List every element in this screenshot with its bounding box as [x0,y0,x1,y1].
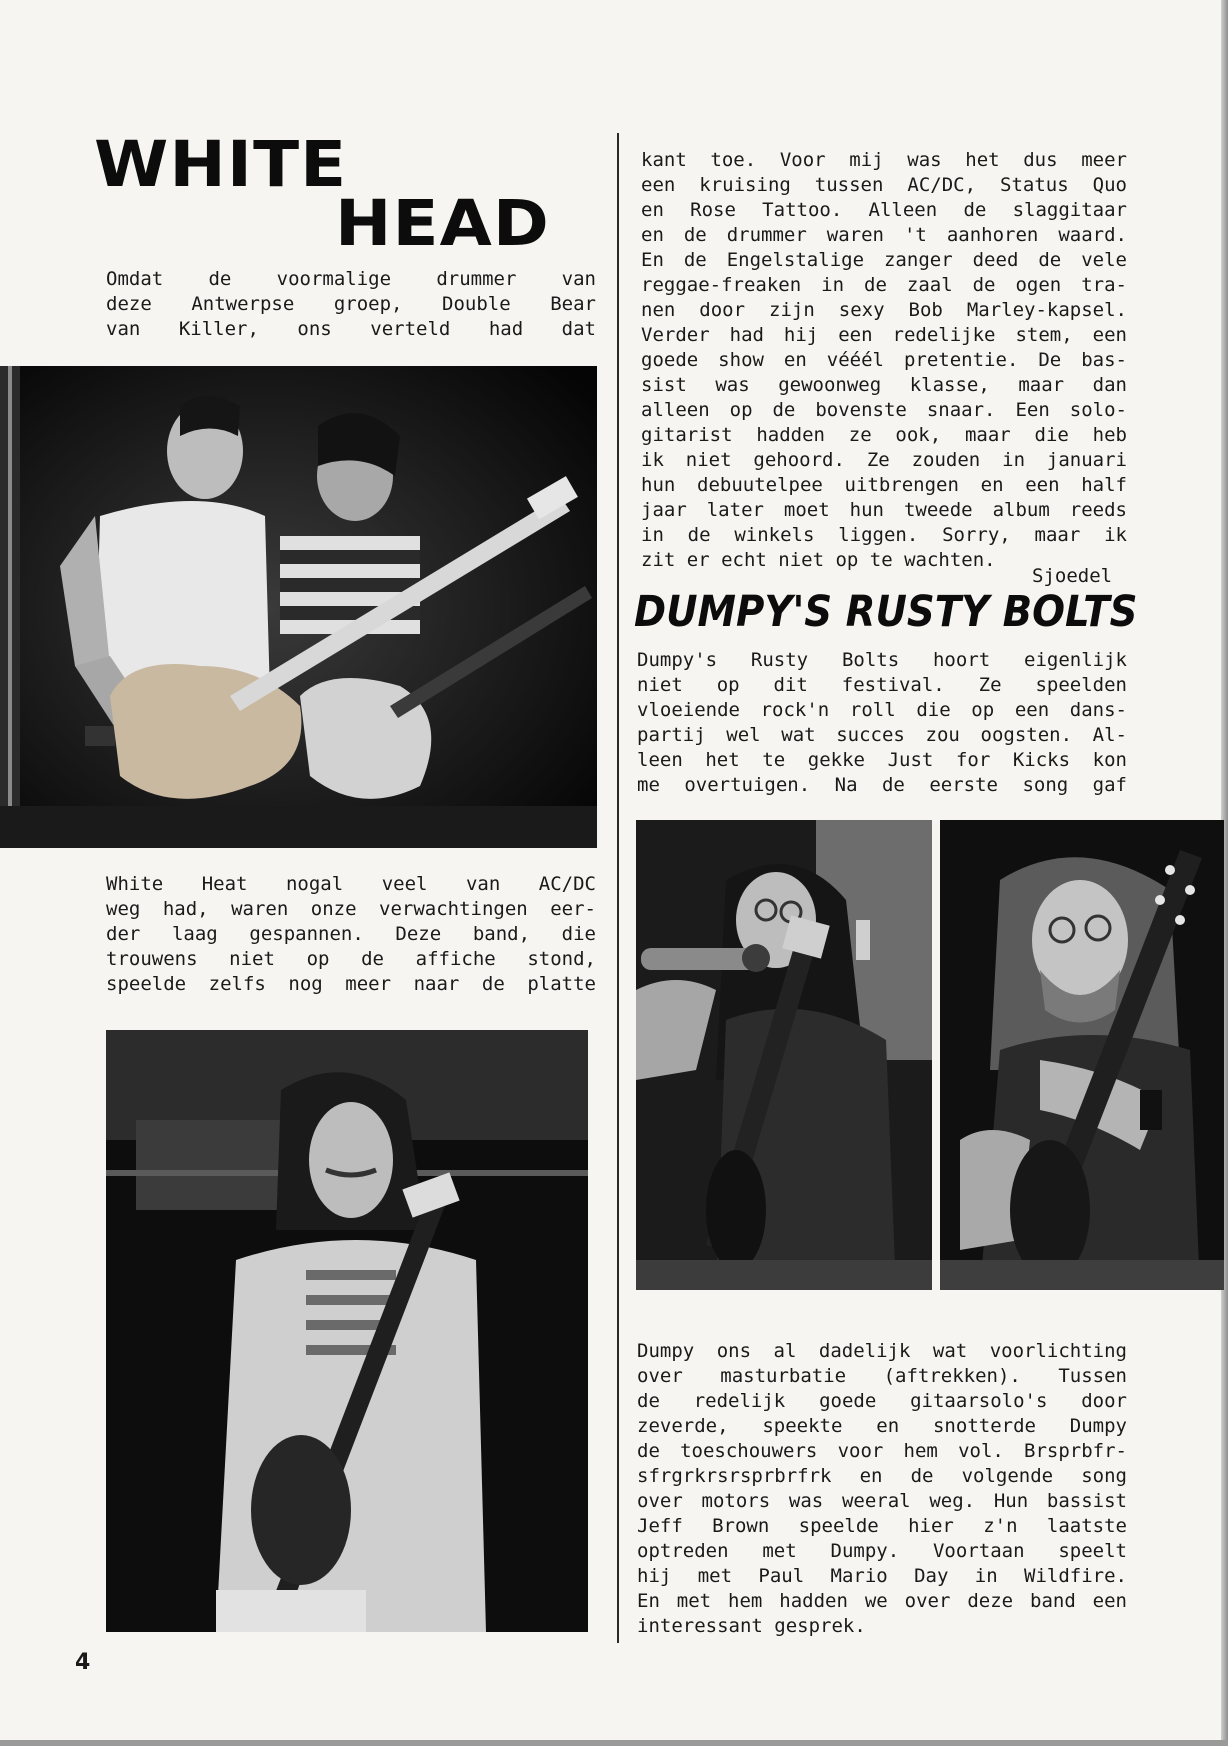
text-line: vloeiende rock'n roll die op een dans- [637,699,1127,721]
text-line: van Killer, ons verteld had dat [106,318,596,340]
text-line: sfrgrkrsrsprbrfrk en de volgende song [637,1465,1127,1487]
white-head-mid [106,872,596,997]
text-line: nen door zijn sexy Bob Marley-kapsel. [641,299,1127,321]
text-line: gitarist hadden ze ook, maar die heb [641,424,1127,446]
text-line: ik niet gehoord. Ze zouden in januari [641,449,1127,471]
white-head-title-line2: HEAD [335,187,550,260]
text-line: de toeschouwers voor hem vol. Brsprbfr- [637,1440,1127,1462]
text-line: deze Antwerpse groep, Double Bear [106,293,596,315]
text-line: White Heat nogal veel van AC/DC [106,873,596,895]
text-line: hij met Paul Mario Day in Wildfire. [637,1565,1127,1587]
text-line: goede show en vééél pretentie. De bas- [641,349,1127,371]
white-head-title-line1: WHITE [94,128,348,201]
text-line: hun debuutelpee uitbrengen en een half [641,474,1127,496]
text-line: leen het te gekke Just for Kicks kon [637,749,1127,771]
white-head-intro [106,267,596,342]
text-line: der laag gespannen. Deze band, die [106,923,596,945]
dumpy-title: DUMPY'S RUSTY BOLTS [634,587,1138,637]
text-line: Jeff Brown speelde hier z'n laatste [637,1515,1127,1537]
author-signature: Sjoedel [1032,565,1113,587]
dumpy-intro [637,648,1127,798]
text-line: over masturbatie (aftrekken). Tussen [637,1365,1127,1387]
page-number: 4 [75,1650,91,1675]
text-line: partij wel wat succes zou oogsten. Al- [637,724,1127,746]
text-line: En de Engelstalige zanger deed de vele [641,249,1127,271]
text-line: Dumpy's Rusty Bolts hoort eigenlijk [637,649,1127,671]
text-line: een kruising tussen AC/DC, Status Quo [641,174,1127,196]
white-head-guitarist-photo [106,1030,588,1632]
text-line: zeverde, speekte en snotterde Dumpy [637,1415,1127,1437]
text-line: in de winkels liggen. Sorry, maar ik [641,524,1127,546]
white-head-band-photo [0,366,597,848]
text-line: kant toe. Voor mij was het dus meer [641,149,1127,171]
text-line: over motors was weeral weg. Hun bassist [637,1490,1127,1512]
text-line: En met hem hadden we over deze band een [637,1590,1127,1612]
text-line: en de drummer waren 't aanhoren waard. [641,224,1127,246]
column-divider [617,133,619,1643]
dumpy-singer-photo [636,820,932,1290]
dumpy-guitarist-photo [940,820,1224,1290]
text-line: jaar later moet hun tweede album reeds [641,499,1127,521]
text-line: Dumpy ons al dadelijk wat voorlichting [637,1340,1127,1362]
text-line: weg had, waren onze verwachtingen eer- [106,898,596,920]
text-line: speelde zelfs nog meer naar de platte [106,973,596,995]
text-line: reggae-freaken in de zaal de ogen tra- [641,274,1127,296]
text-line: niet op dit festival. Ze speelden [637,674,1127,696]
text-line: me overtuigen. Na de eerste song gaf [637,774,1127,796]
text-line: alleen op de bovenste snaar. Een solo- [641,399,1127,421]
text-line: interessant gesprek. [637,1615,866,1637]
text-line: trouwens niet op de affiche stond, [106,948,596,970]
text-line: de redelijk goede gitaarsolo's door [637,1390,1127,1412]
text-line: Verder had hij een redelijke stem, een [641,324,1127,346]
white-head-continued [641,148,1127,573]
dumpy-body [637,1339,1127,1639]
text-line: en Rose Tattoo. Alleen de slaggitaar [641,199,1127,221]
text-line: optreden met Dumpy. Voortaan speelt [637,1540,1127,1562]
text-line: Omdat de voormalige drummer van [106,268,596,290]
text-line: sist was gewoonweg klasse, maar dan [641,374,1127,396]
page-edge-bottom [0,1740,1228,1746]
text-line: zit er echt niet op te wachten. [641,549,996,571]
